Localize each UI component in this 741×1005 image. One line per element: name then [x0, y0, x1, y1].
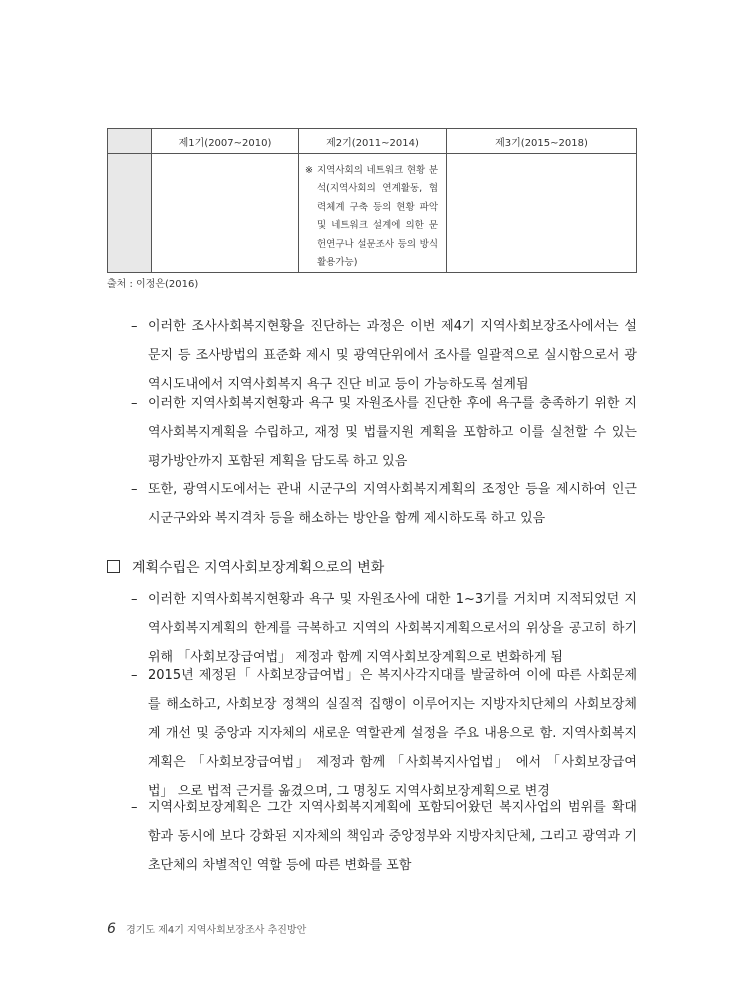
table-header-period3: 제3기(2015~2018) [447, 129, 637, 154]
list-item [131, 661, 637, 806]
list-item [131, 312, 637, 399]
list-item-text: 2015년 제정된「 사회보장급여법」은 복지사각지대를 발굴하여 이에 따른 사회문제를 해소하고, 사회보장 정책의 실질적 집행이 이루어지는 지방자치단체의 사회보장체계 개선 및 중앙과 지자체의 새로운 역할관계 설정을 주요 내용으로 함. 지역사회복지계획은 「사회보장급여법」 제정과 함께 「사회복지사업법」 에서 「사회보장급여법」 으로 법적 근거를 옮겼으며, 그 명칭도 지역사회보장계획으로 변경 [148, 668, 637, 799]
dash-bullet: – [131, 800, 138, 815]
table-source: 출처 : 이정은(2016) [107, 279, 199, 290]
table-header-row [108, 129, 637, 154]
section-heading-text: 계획수립은 지역사회보장계획으로의 변화 [132, 560, 385, 576]
table-header-period1: 제1기(2007~2010) [152, 129, 299, 154]
list-item [131, 389, 637, 476]
footer-title: 경기도 제4기 지역사회보장조사 추진방안 [126, 925, 307, 936]
page-footer [107, 921, 306, 937]
checkbox-square-icon [107, 560, 120, 573]
dash-bullet: – [131, 592, 138, 607]
table-cell-period2 [299, 154, 447, 273]
section-heading [107, 556, 384, 580]
dash-bullet: – [131, 319, 138, 334]
list-item [131, 793, 637, 880]
comparison-table [107, 128, 637, 273]
dash-bullet: – [131, 668, 138, 683]
table-cell-blank [108, 154, 152, 273]
dash-bullet: – [131, 482, 138, 497]
list-item-text: 이러한 지역사회복지현황과 욕구 및 자원조사에 대한 1~3기를 거치며 지적되었던 지역사회복지계획의 한계를 극복하고 지역의 사회복지계획으로서의 위상을 공고히 하기 위해 「사회보장급여법」 제정과 함께 지역사회보장계획으로 변화하게 됨 [148, 592, 637, 665]
list-item-text: 이러한 지역사회복지현황과 욕구 및 자원조사를 진단한 후에 욕구를 충족하기 위한 지역사회복지계획을 수립하고, 재정 및 법률지원 계획을 포함하고 이를 실천할 수 있는 평가방안까지 포함된 계획을 담도록 하고 있음 [148, 396, 637, 469]
dash-bullet: – [131, 396, 138, 411]
table-header-period2: 제2기(2011~2014) [299, 129, 447, 154]
table-cell-period3 [447, 154, 637, 273]
list-item-text: 또한, 광역시도에서는 관내 시군구의 지역사회복지계획의 조정안 등을 제시하여 인근 시군구와와 복지격차 등을 해소하는 방안을 함께 제시하도록 하고 있음 [148, 482, 637, 526]
list-item [131, 475, 637, 533]
table-note-text: 지역사회의 네트워크 현황 분석(지역사회의 연계활동, 협력체계 구축 등의 현황 파악 및 네트워크 설계에 의한 문헌연구나 설문조사 등의 방식 활용가능) [317, 165, 438, 269]
page-number: 6 [107, 921, 116, 937]
table-cell-period1 [152, 154, 299, 273]
table-row [108, 154, 637, 273]
list-item [131, 585, 637, 672]
list-item-text: 이러한 조사사회복지현황을 진단하는 과정은 이번 제4기 지역사회보장조사에서는 설문지 등 조사방법의 표준화 제시 및 광역단위에서 조사를 일괄적으로 실시함으로서 광역시도내에서 지역사회복지 욕구 진단 비교 등이 가능하도록 설계됨 [148, 319, 637, 392]
list-item-text: 지역사회보장계획은 그간 지역사회복지계획에 포함되어왔던 복지사업의 범위를 확대함과 동시에 보다 강화된 지자체의 책임과 중앙정부와 지방자치단체, 그리고 광역과 기초단체의 차별적인 역할 등에 따른 변화를 포함 [148, 800, 637, 873]
table-header-blank [108, 129, 152, 154]
note-mark: ※ [305, 165, 313, 176]
